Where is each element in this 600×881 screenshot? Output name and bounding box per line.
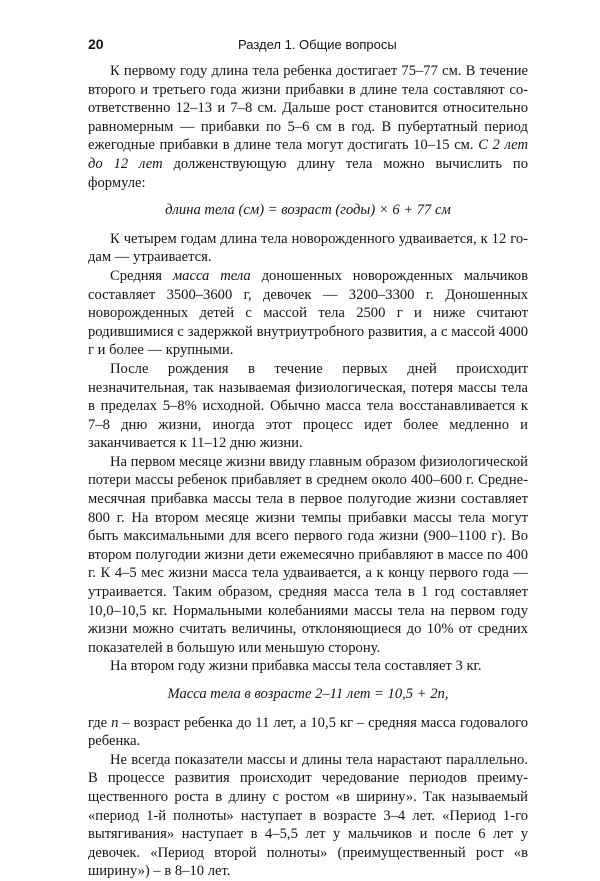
body-text [88,62,528,881]
paragraph-7: где n – возраст ребенка до 11 лет, а 10,5 кг – средняя масса годовалого ребенка. [88,714,529,750]
paragraph-2: К четырем годам длина тела новорожденного удваивается, к 12 годам — утраивается. [88,230,528,266]
page-number: 20 [88,36,104,52]
section-title: Раздел 1. Общие вопросы [238,37,397,52]
paragraph-4: После рождения в течение первых дней происходит незначительная, так называемая физиологическая, потеря массы тела в пределах 5–8% исходной. Обычно масса тела восстанавливается к 7–8 дню жизни, иногда этот процесс идет более медленно и заканчивается к 11–12 дню жизни. [88,360,528,452]
page-header [88,36,528,58]
paragraph-5: На первом месяце жизни ввиду главным образом физиологической потери массы ребенок прибавляет в среднем около 400–600 г. Среднемесячная прибавка массы тела в первое полугодие жизни составляет 800 г. На втором месяце жизни темпы прибавки массы тела могут быть максимальными для всего первого года жизни (900–1100 г). Во втором полугодии жизни дети ежемесячно прибавляют в массе по 400 г. К 4–5 мес жизни масса тела удваивается, а к концу первого года — утраивается. Таким образом, средняя масса тела в 1 год составляет 10,0–10,5 кг. Нормальными колебаниями массы тела на первом году жизни можно считать величины, отклоняющиеся до 10% от средних показателей в большую или меньшую сторону. [88,453,528,656]
formula-length: длина тела (см) = возраст (годы) × 6 + 77 см [165,202,451,219]
paragraph-6: На втором году жизни прибавка массы тела составляет 3 кг. [110,658,482,675]
paragraph-3: Средняя масса тела доношенных новорожденных мальчиков составляет 3500–3600 г, девочек — 3200–3300 г. Доношенных новорожденных детей с массой тела 2500 г и ниже считают родившимися с задержкой внутриутробного развития, а с массой 4000 г и более — крупными. [88,267,528,359]
formula-mass: Масса тела в возрасте 2–11 лет = 10,5 + 2n, [167,686,449,702]
paragraph-1: К первому году длина тела ребенка достигает 75–77 см. В течение второго и третьего года жизни прибавки в длине тела составляют соответственно 12–13 и 7–8 см. Дальше рост становится относительно равномерным — прибавки по 5–6 см в год. В пубертатный период ежегодные прибавки в длине тела могут достигать 10–15 см. С 2 лет до 12 лет долженствующую длину тела можно вычислить по формуле: [88,63,528,191]
paragraph-8: Не всегда показатели массы и длины тела нарастают параллельно. В процессе развития происходит чередование периодов преимущественного роста в длину с ростом «в ширину». Так называемый «период 1-й полноты» наступает в возрасте 3–4 лет. «Период 1-го вытягивания» наступает в 4–5,5 лет у мальчиков и после 6 лет у девочек. «Период второй полноты» (преимущественный рост «в ширину») – в 8–10 лет. [88,751,528,880]
